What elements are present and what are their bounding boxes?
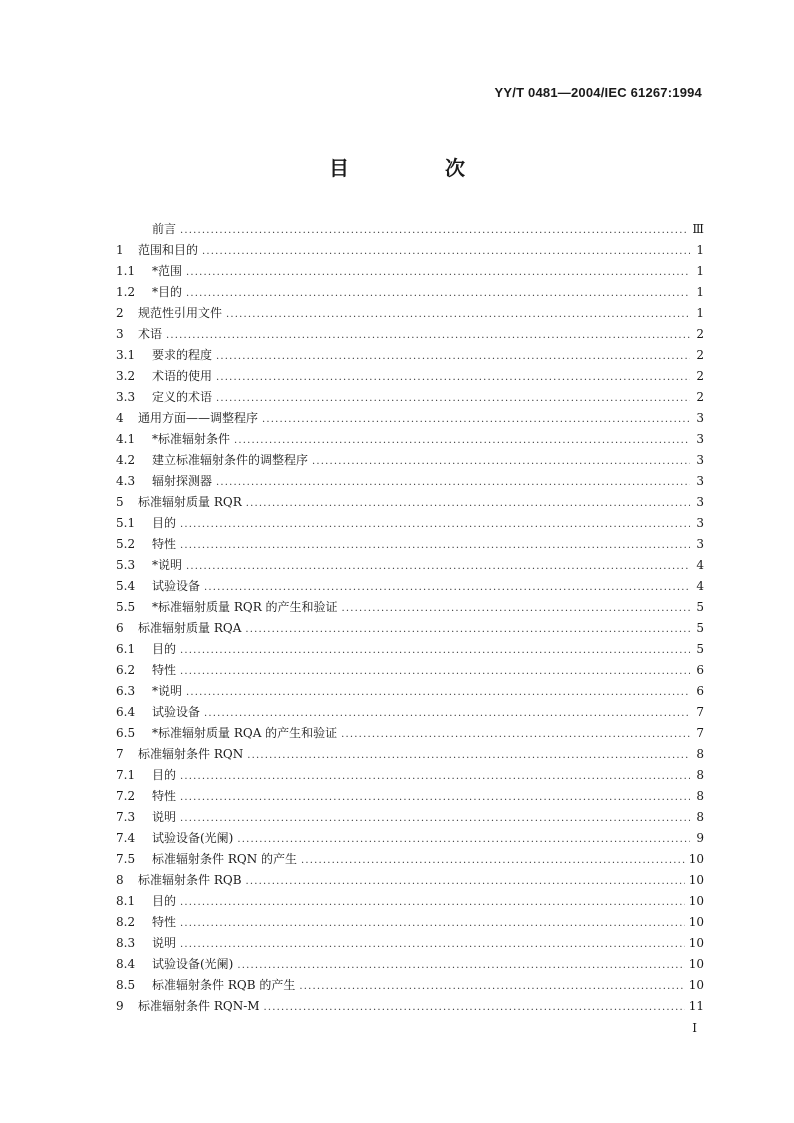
toc-entry-title: 标准辐射条件 RQB 的产生	[152, 978, 296, 992]
toc-entry-page: 10	[688, 852, 704, 866]
toc-entry-number: 8.5	[116, 978, 136, 992]
toc-entry-title: 特性	[152, 663, 177, 677]
toc-entry[interactable]	[116, 345, 704, 366]
toc-entry-title: 辐射探测器	[152, 474, 213, 488]
toc-entry-number: 8.3	[116, 936, 136, 950]
page-title: 目 次	[329, 156, 503, 180]
toc-entry-page: 4	[696, 558, 704, 572]
toc-entry-title: 试验设备(光阑)	[152, 831, 234, 845]
toc-leader-dots	[299, 976, 684, 997]
toc-entry-number: 9	[116, 999, 124, 1013]
toc-leader-dots	[216, 346, 690, 367]
toc-entry-number: 7.2	[116, 789, 136, 803]
toc-leader-dots	[341, 724, 690, 745]
toc-entry[interactable]	[116, 282, 704, 303]
toc-entry-number: 7.5	[116, 852, 136, 866]
page-number: Ⅰ	[692, 1021, 697, 1035]
toc-entry-title: 特性	[152, 789, 177, 803]
toc-entry-title: *标准辐射条件	[152, 432, 231, 446]
standard-code: YY/T 0481—2004/IEC 61267:1994	[494, 85, 702, 100]
toc-entry[interactable]	[116, 807, 704, 828]
toc-entry-number: 4	[116, 411, 124, 425]
toc-entry[interactable]	[116, 933, 704, 954]
toc-entry-title: 目的	[152, 894, 177, 908]
toc-entry[interactable]	[116, 681, 704, 702]
toc-entry-page: 7	[696, 726, 704, 740]
toc-entry[interactable]	[116, 954, 704, 975]
toc-entry-page: 2	[696, 390, 704, 404]
toc-leader-dots	[216, 388, 690, 409]
toc-entry-number: 7.4	[116, 831, 136, 845]
toc-entry[interactable]	[116, 408, 704, 429]
toc-leader-dots	[166, 325, 690, 346]
toc-entry[interactable]	[116, 765, 704, 786]
toc-entry-page: 10	[688, 915, 704, 929]
toc-entry-title: 通用方面——调整程序	[138, 411, 259, 425]
toc-entry-page: 10	[688, 894, 704, 908]
toc-entry-number: 3.1	[116, 348, 136, 362]
toc-entry[interactable]	[116, 786, 704, 807]
toc-entry-number: 5.1	[116, 516, 136, 530]
toc-entry-title: *说明	[152, 684, 183, 698]
toc-entry-title: 特性	[152, 915, 177, 929]
toc-entry-number: 7.1	[116, 768, 136, 782]
toc-entry-number: 2	[116, 306, 124, 320]
toc-entry-number: 1.1	[116, 264, 136, 278]
toc-entry-title: 标准辐射条件 RQB	[138, 873, 242, 887]
toc-entry-page: 2	[696, 369, 704, 383]
toc-entry-number: 6.1	[116, 642, 136, 656]
toc-entry[interactable]	[116, 891, 704, 912]
toc-entry-title: 说明	[152, 810, 177, 824]
toc-entry-page: 3	[696, 516, 704, 530]
toc-entry[interactable]	[116, 870, 704, 891]
toc-entry-page: 10	[688, 978, 704, 992]
toc-entry[interactable]	[116, 240, 704, 261]
toc-leader-dots	[246, 871, 685, 892]
toc-entry-page: 6	[696, 684, 704, 698]
toc-leader-dots	[262, 409, 690, 430]
toc-entry-title: 建立标准辐射条件的调整程序	[152, 453, 309, 467]
toc-leader-dots	[180, 808, 690, 829]
toc-entry[interactable]	[116, 303, 704, 324]
toc-entry-number: 4.2	[116, 453, 136, 467]
toc-entry-page: 8	[696, 789, 704, 803]
toc-entry[interactable]	[116, 261, 704, 282]
toc-entry-page: 3	[696, 411, 704, 425]
toc-leader-dots	[204, 703, 690, 724]
toc-entry[interactable]	[116, 618, 704, 639]
toc-leader-dots	[226, 304, 690, 325]
toc-entry-title: 要求的程度	[152, 348, 213, 362]
toc-entry-title: 目的	[152, 516, 177, 530]
toc-entry[interactable]	[116, 324, 704, 345]
toc-entry-number: 8.2	[116, 915, 136, 929]
toc-entry-title: *标准辐射质量 RQA 的产生和验证	[152, 726, 338, 740]
toc-entry-title: 术语的使用	[152, 369, 213, 383]
toc-entry-page: 1	[696, 285, 704, 299]
toc-entry[interactable]	[116, 996, 704, 1017]
toc-leader-dots	[204, 577, 690, 598]
toc-entry-page: 2	[696, 327, 704, 341]
toc-leader-dots	[186, 283, 690, 304]
toc-entry-title: *说明	[152, 558, 183, 572]
toc-entry[interactable]	[116, 702, 704, 723]
toc-entry-title: 标准辐射质量 RQR	[138, 495, 242, 509]
toc-leader-dots	[180, 934, 685, 955]
toc-entry-page: 1	[696, 243, 704, 257]
toc-leader-dots	[312, 451, 690, 472]
toc-leader-dots	[180, 787, 690, 808]
toc-entry-title: *标准辐射质量 RQR 的产生和验证	[152, 600, 338, 614]
toc-entry-number: 5.4	[116, 579, 136, 593]
toc-leader-dots	[234, 430, 690, 451]
toc-leader-dots	[237, 955, 684, 976]
toc-leader-dots	[237, 829, 690, 850]
toc-entry[interactable]	[116, 912, 704, 933]
toc-leader-dots	[202, 241, 690, 262]
toc-entry-page: 11	[688, 999, 704, 1013]
toc-entry-page: 10	[688, 957, 704, 971]
toc-entry-number: 3	[116, 327, 124, 341]
toc-entry[interactable]	[116, 450, 704, 471]
toc-entry-number: 5.3	[116, 558, 136, 572]
toc-entry-page: 2	[696, 348, 704, 362]
toc-entry-title: 试验设备(光阑)	[152, 957, 234, 971]
toc-entry[interactable]	[116, 429, 704, 450]
toc-entry-number: 5.2	[116, 537, 136, 551]
toc-entry-number: 6	[116, 621, 124, 635]
toc-entry-number: 4.3	[116, 474, 136, 488]
toc-entry-number: 1.2	[116, 285, 136, 299]
toc-entry-page: 7	[696, 705, 704, 719]
toc-entry[interactable]	[116, 513, 704, 534]
toc-entry-number: 6.5	[116, 726, 136, 740]
toc-entry-number: 6.2	[116, 663, 136, 677]
toc-entry-title: 特性	[152, 537, 177, 551]
toc-leader-dots	[180, 514, 690, 535]
toc-entry-title: 前言	[152, 222, 177, 236]
toc-entry-title: 规范性引用文件	[138, 306, 223, 320]
toc-entry-page: 8	[696, 747, 704, 761]
toc-entry-title: 范围和目的	[138, 243, 199, 257]
toc-entry-title: 试验设备	[152, 705, 201, 719]
toc-leader-dots	[180, 535, 690, 556]
toc-leader-dots	[186, 682, 690, 703]
toc-entry-page: 1	[696, 306, 704, 320]
toc-entry[interactable]	[116, 366, 704, 387]
toc-leader-dots	[216, 367, 690, 388]
toc-entry[interactable]	[116, 975, 704, 996]
toc-entry[interactable]	[116, 219, 704, 240]
toc-entry[interactable]	[116, 576, 704, 597]
toc-leader-dots	[246, 493, 690, 514]
toc-leader-dots	[264, 997, 685, 1018]
toc-entry-number: 1	[116, 243, 124, 257]
toc-entry[interactable]	[116, 639, 704, 660]
toc-entry-page: 3	[696, 537, 704, 551]
toc-entry-number: 8	[116, 873, 124, 887]
toc-entry[interactable]	[116, 828, 704, 849]
toc-entry-number: 8.1	[116, 894, 136, 908]
toc-leader-dots	[301, 850, 685, 871]
toc-entry[interactable]	[116, 723, 704, 744]
toc-entry[interactable]	[116, 555, 704, 576]
toc-entry-page: 10	[688, 936, 704, 950]
toc-entry[interactable]	[116, 534, 704, 555]
toc-entry[interactable]	[116, 660, 704, 681]
toc-entry-title: 定义的术语	[152, 390, 213, 404]
toc-entry-page: 1	[696, 264, 704, 278]
toc-leader-dots	[245, 619, 690, 640]
toc-entry-title: 术语	[138, 327, 163, 341]
toc-entry-number: 3.2	[116, 369, 136, 383]
toc-entry[interactable]	[116, 597, 704, 618]
toc-entry-page: 4	[696, 579, 704, 593]
toc-entry-number: 4.1	[116, 432, 136, 446]
toc-entry[interactable]	[116, 387, 704, 408]
toc-entry-page: 3	[696, 453, 704, 467]
toc-entry-number: 5	[116, 495, 124, 509]
toc-entry-page: 8	[696, 768, 704, 782]
toc-entry-title: 试验设备	[152, 579, 201, 593]
toc-entry-page: Ⅲ	[692, 222, 704, 236]
toc-entry-page: 6	[696, 663, 704, 677]
toc-entry-page: 8	[696, 810, 704, 824]
toc-entry-title: 目的	[152, 768, 177, 782]
toc-entry[interactable]	[116, 471, 704, 492]
toc-leader-dots	[247, 745, 690, 766]
toc-entry-title: 标准辐射质量 RQA	[138, 621, 242, 635]
toc-leader-dots	[180, 913, 685, 934]
toc-entry-page: 3	[696, 495, 704, 509]
toc-entry-title: 目的	[152, 642, 177, 656]
toc-entry-page: 5	[696, 600, 704, 614]
toc-entry-title: 标准辐射条件 RQN-M	[138, 999, 260, 1013]
table-of-contents	[116, 219, 704, 1017]
toc-leader-dots	[180, 640, 690, 661]
toc-entry[interactable]	[116, 492, 704, 513]
toc-entry-number: 6.4	[116, 705, 136, 719]
toc-leader-dots	[180, 892, 685, 913]
toc-entry-number: 3.3	[116, 390, 136, 404]
toc-entry-number: 6.3	[116, 684, 136, 698]
toc-entry-title: 标准辐射条件 RQN 的产生	[152, 852, 298, 866]
toc-entry-title: 标准辐射条件 RQN	[138, 747, 244, 761]
toc-entry-page: 5	[696, 621, 704, 635]
toc-entry-page: 5	[696, 642, 704, 656]
toc-entry-number: 7	[116, 747, 124, 761]
toc-entry-number: 5.5	[116, 600, 136, 614]
toc-leader-dots	[180, 220, 688, 241]
toc-entry-title: *目的	[152, 285, 183, 299]
toc-entry-page: 3	[696, 432, 704, 446]
toc-leader-dots	[342, 598, 690, 619]
toc-entry-title: *范围	[152, 264, 183, 278]
toc-leader-dots	[186, 262, 690, 283]
toc-leader-dots	[186, 556, 690, 577]
toc-entry-page: 9	[696, 831, 704, 845]
toc-entry-number: 8.4	[116, 957, 136, 971]
toc-leader-dots	[216, 472, 690, 493]
toc-leader-dots	[180, 766, 690, 787]
toc-entry[interactable]	[116, 849, 704, 870]
toc-entry-page: 10	[688, 873, 704, 887]
toc-entry-number: 7.3	[116, 810, 136, 824]
toc-entry-title: 说明	[152, 936, 177, 950]
toc-entry[interactable]	[116, 744, 704, 765]
toc-entry-page: 3	[696, 474, 704, 488]
toc-leader-dots	[180, 661, 690, 682]
